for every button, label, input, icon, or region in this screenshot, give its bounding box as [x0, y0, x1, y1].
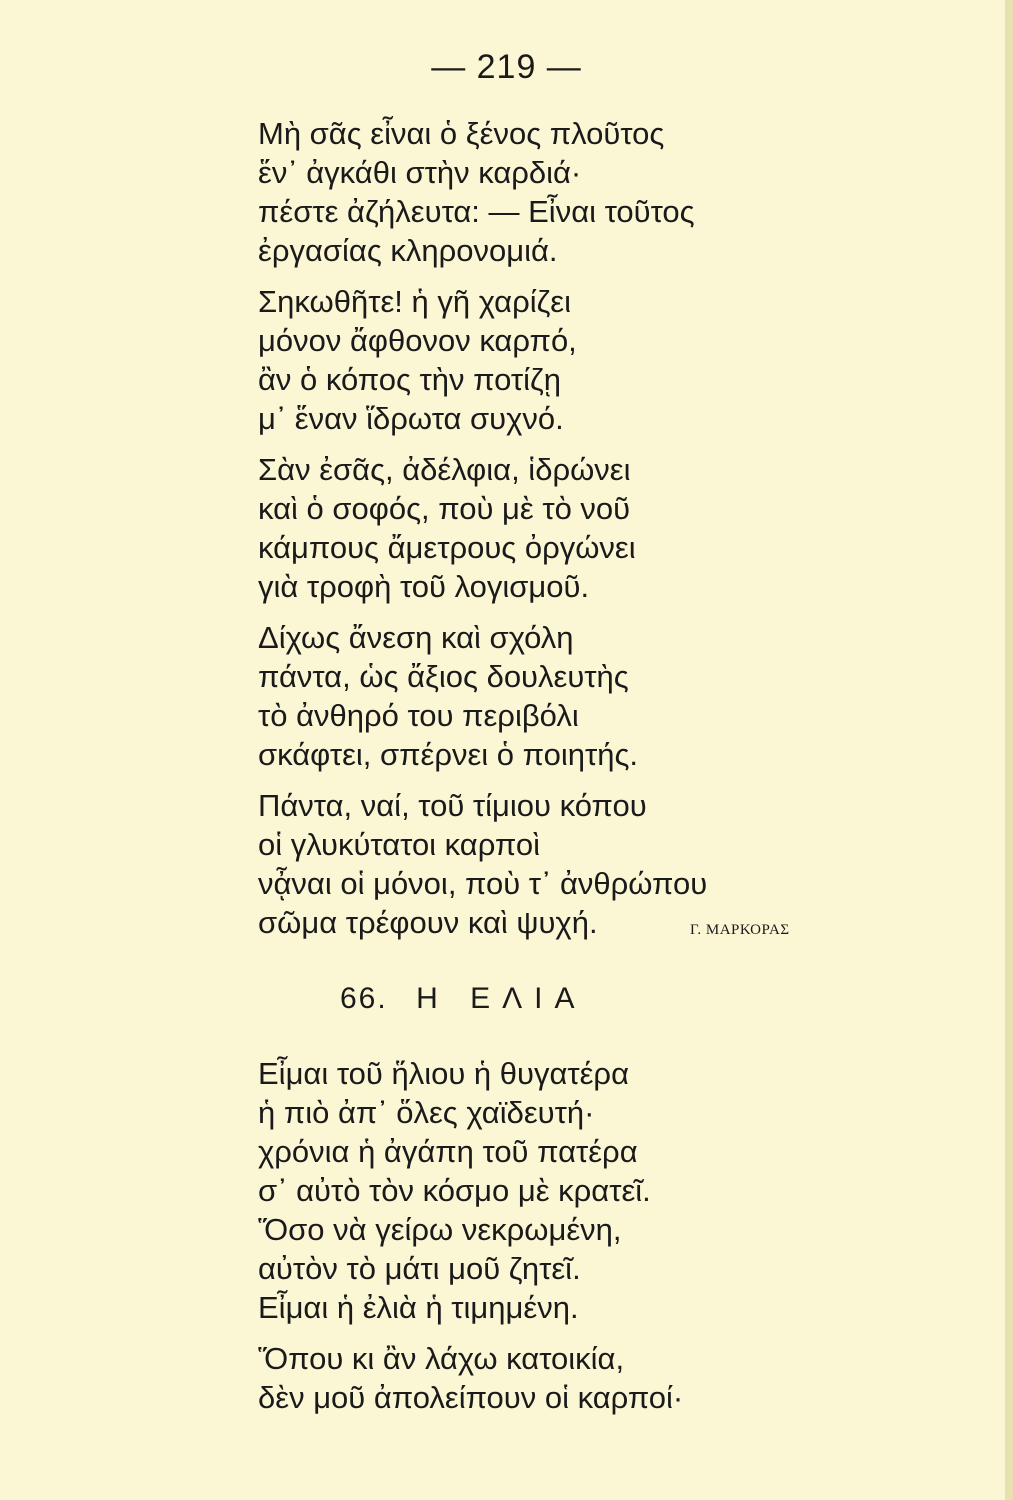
verse-line: κάμπους ἄμετρους ὀργώνει: [258, 530, 636, 565]
verse-line: Ὅσο νὰ γείρω νεκρωμένη,: [258, 1212, 622, 1247]
verse-line: Πάντα, ναί, τοῦ τίμιου κόπου: [258, 788, 647, 823]
verse-line: τὸ ἀνθηρό του περιβόλι: [258, 698, 579, 733]
stanza: [258, 114, 707, 270]
poem-2: [258, 1054, 683, 1417]
verse-line: αὐτὸν τὸ μάτι μοῦ ζητεῖ.: [258, 1251, 581, 1286]
poem-title-text: Η ΕΛΙΑ: [416, 982, 587, 1015]
page-edge: [1005, 0, 1013, 1500]
verse-line: Εἶμαι τοῦ ἥλιου ἡ θυγατέρα: [258, 1056, 629, 1091]
verse-line: Μὴ σᾶς εἶναι ὁ ξένος πλοῦτος: [258, 116, 665, 151]
verse-line: Ὅπου κι ἂν λάχω κατοικία,: [258, 1341, 625, 1376]
verse-line: καὶ ὁ σοφός, ποὺ μὲ τὸ νοῦ: [258, 491, 631, 526]
verse-line: Σηκωθῆτε! ἡ γῆ χαρίζει: [258, 284, 571, 319]
poem-author: Γ. ΜΑΡΚΟΡΑΣ: [690, 922, 790, 938]
verse-line: Σὰν ἐσᾶς, ἀδέλφια, ἱδρώνει: [258, 452, 631, 487]
verse-line: μ᾽ ἕναν ἵδρωτα συχνό.: [258, 401, 564, 436]
stanza: [258, 282, 707, 438]
page-number: — 219 —: [431, 48, 582, 86]
verse-line: ἐργασίας κληρονομιά.: [258, 233, 558, 268]
verse-line: οἱ γλυκύτατοι καρποὶ: [258, 827, 540, 862]
verse-line: ἕν᾽ ἀγκάθι στὴν καρδιά·: [258, 155, 582, 190]
verse-line: σ᾽ αὐτὸ τὸν κόσμο μὲ κρατεῖ.: [258, 1173, 651, 1208]
verse-line: σκάφτει, σπέρνει ὁ ποιητής.: [258, 737, 639, 772]
verse-line: Εἶμαι ἡ ἐλιὰ ἡ τιμημένη.: [258, 1290, 579, 1325]
verse-line: χρόνια ἡ ἀγάπη τοῦ πατέρα: [258, 1134, 638, 1169]
stanza: [258, 618, 707, 774]
verse-line: πάντα, ὡς ἄξιος δουλευτὴς: [258, 659, 629, 694]
verse-line: ἂν ὁ κόπος τὴν ποτίζῃ: [258, 362, 561, 397]
stanza: [258, 450, 707, 606]
stanza: [258, 1054, 683, 1327]
verse-line: μόνον ἄφθονον καρπό,: [258, 323, 577, 358]
verse-line: σῶμα τρέφουν καὶ ψυχή.: [258, 905, 598, 940]
verse-line: γιὰ τροφὴ τοῦ λογισμοῦ.: [258, 569, 590, 604]
poem-number: 66.: [340, 982, 388, 1015]
verse-line: δὲν μοῦ ἀπολείπουν οἱ καρποί·: [258, 1380, 684, 1415]
verse-line: νᾆναι οἱ μόνοι, ποὺ τ᾽ ἀνθρώπου: [258, 866, 708, 901]
stanza: [258, 786, 707, 942]
stanza: [258, 1339, 683, 1417]
poem-title: [340, 982, 586, 1016]
verse-line: ἡ πιὸ ἀπ᾽ ὅλες χαϊδευτή·: [258, 1095, 595, 1130]
verse-line: Δίχως ἄνεση καὶ σχόλη: [258, 620, 574, 655]
verse-line: πέστε ἀζήλευτα: — Εἶναι τοῦτος: [258, 194, 695, 229]
poem-1: [258, 114, 707, 942]
